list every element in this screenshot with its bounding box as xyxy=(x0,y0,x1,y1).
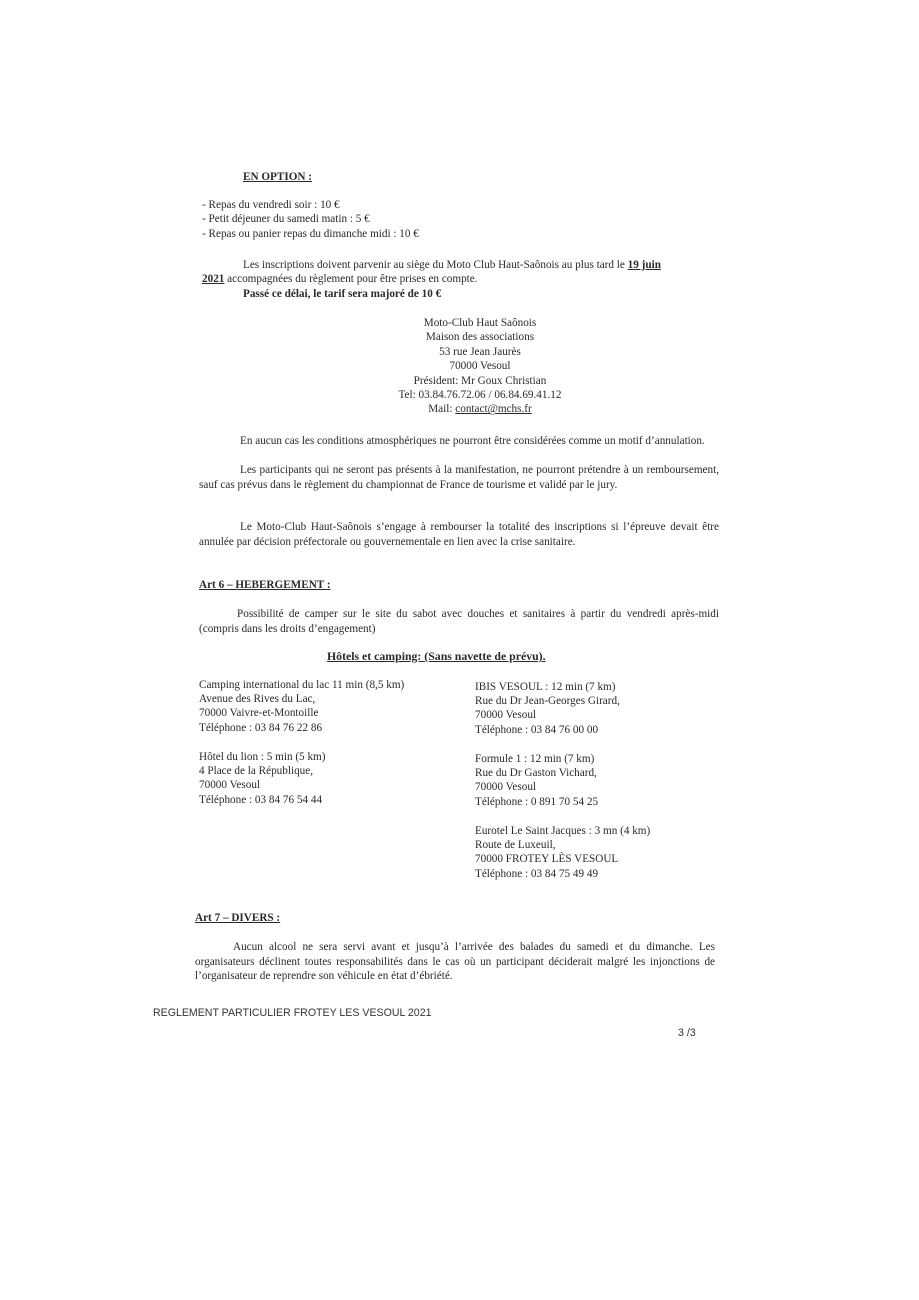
conditions-paragraph-1: En aucun cas les conditions atmosphériques ne pourront être considérées comme un motif d’annulation. xyxy=(240,435,705,447)
footer-title: REGLEMENT PARTICULIER FROTEY LES VESOUL 2021 xyxy=(153,1007,432,1019)
hotel-city: 70000 FROTEY LÈS VESOUL xyxy=(475,853,619,866)
hotel-address: Route de Luxeuil, xyxy=(475,839,556,852)
inscriptions-text-2: accompagnées du règlement pour être prises en compte. xyxy=(224,273,478,285)
club-president: Président: Mr Goux Christian xyxy=(413,374,547,387)
art6-subheading: Hôtels et camping: (Sans navette de prévu). xyxy=(327,649,546,663)
art6-camping-text: Possibilité de camper sur le site du sabot avec douches et sanitaires à partir du vendredi après-midi (compris dans les droits d’engagement) xyxy=(199,608,719,635)
inscriptions-year: 2021 xyxy=(202,273,225,285)
hotel-camping-lac xyxy=(199,678,404,735)
hotel-name: Formule 1 : 12 min (7 km) xyxy=(475,753,595,765)
option-heading: EN OPTION : xyxy=(243,171,312,183)
hotel-phone: Téléphone : 0 891 70 54 25 xyxy=(475,795,599,808)
club-phone: Tel: 03.84.76.72.06 / 06.84.69.41.12 xyxy=(398,389,562,402)
hotel-name: Eurotel Le Saint Jacques : 3 mn (4 km) xyxy=(475,825,651,837)
art7-text: Aucun alcool ne sera servi avant et jusqu’à l’arrivée des balades du samedi et du dimanche. Les organisateurs déclinent toutes responsabilités dans le cas où un participant déciderait malgré les injonctions de l’organisateur de reprendre son véhicule en état d’ébriété. xyxy=(195,941,715,982)
hotel-name: Camping international du lac 11 min (8,5 km) xyxy=(199,679,405,691)
art6-heading: Art 6 – HEBERGEMENT : xyxy=(199,579,331,591)
page-number: 3 /3 xyxy=(678,1027,696,1039)
mail-link[interactable]: contact@mchs.fr xyxy=(455,403,532,416)
hotel-phone: Téléphone : 03 84 76 22 86 xyxy=(199,721,323,734)
club-name: Moto-Club Haut Saônois xyxy=(423,317,537,329)
art7-heading: Art 7 – DIVERS : xyxy=(195,912,281,924)
mail-label: Mail: xyxy=(428,403,456,416)
conditions-paragraph-3: Le Moto-Club Haut-Saônois s’engage à rembourser la totalité des inscriptions si l’épreuve devait être annulée par décision préfectorale ou gouvernementale en lien avec la crise sanitaire. xyxy=(199,521,719,548)
hotel-address: Rue du Dr Gaston Vichard, xyxy=(475,767,597,780)
hotel-city: 70000 Vesoul xyxy=(199,779,261,792)
hotel-city: 70000 Vesoul xyxy=(475,781,537,794)
club-building: Maison des associations xyxy=(425,331,535,344)
hotel-address: 4 Place de la République, xyxy=(199,765,314,778)
hotel-phone: Téléphone : 03 84 76 54 44 xyxy=(199,793,323,806)
inscriptions-date: 19 juin xyxy=(627,259,661,271)
conditions-paragraph-2: Les participants qui ne seront pas présents à la manifestation, ne pourront prétendre à un remboursement, sauf cas prévus dans le règlement du championnat de France de tourisme et validé par le jury. xyxy=(199,464,719,491)
hotel-ibis xyxy=(475,680,620,737)
hotel-name: IBIS VESOUL : 12 min (7 km) xyxy=(475,681,616,693)
option-item-3: - Repas ou panier repas du dimanche midi : 10 € xyxy=(202,228,419,240)
hotel-city: 70000 Vaivre-et-Montoille xyxy=(199,707,319,720)
club-street: 53 rue Jean Jaurès xyxy=(439,345,521,358)
inscriptions-line2 xyxy=(202,272,478,287)
late-notice: Passé ce délai, le tarif sera majoré de 10 € xyxy=(243,288,442,300)
option-item-2: - Petit déjeuner du samedi matin : 5 € xyxy=(202,213,370,225)
club-mail xyxy=(380,402,580,416)
address-block xyxy=(380,316,580,417)
hotel-address: Avenue des Rives du Lac, xyxy=(199,693,316,706)
inscriptions-line1 xyxy=(243,258,661,273)
hotel-phone: Téléphone : 03 84 75 49 49 xyxy=(475,867,599,880)
club-city: 70000 Vesoul xyxy=(449,360,511,373)
hotel-formule1 xyxy=(475,752,598,809)
hotel-phone: Téléphone : 03 84 76 00 00 xyxy=(475,723,599,736)
hotel-eurotel xyxy=(475,824,650,881)
hotel-name: Hôtel du lion : 5 min (5 km) xyxy=(199,751,326,763)
option-item-1: - Repas du vendredi soir : 10 € xyxy=(202,199,340,211)
hotel-lion xyxy=(199,750,325,807)
hotel-address: Rue du Dr Jean-Georges Girard, xyxy=(475,695,620,708)
hotel-city: 70000 Vesoul xyxy=(475,709,537,722)
inscriptions-text: Les inscriptions doivent parvenir au siège du Moto Club Haut-Saônois au plus tard le xyxy=(243,259,628,271)
